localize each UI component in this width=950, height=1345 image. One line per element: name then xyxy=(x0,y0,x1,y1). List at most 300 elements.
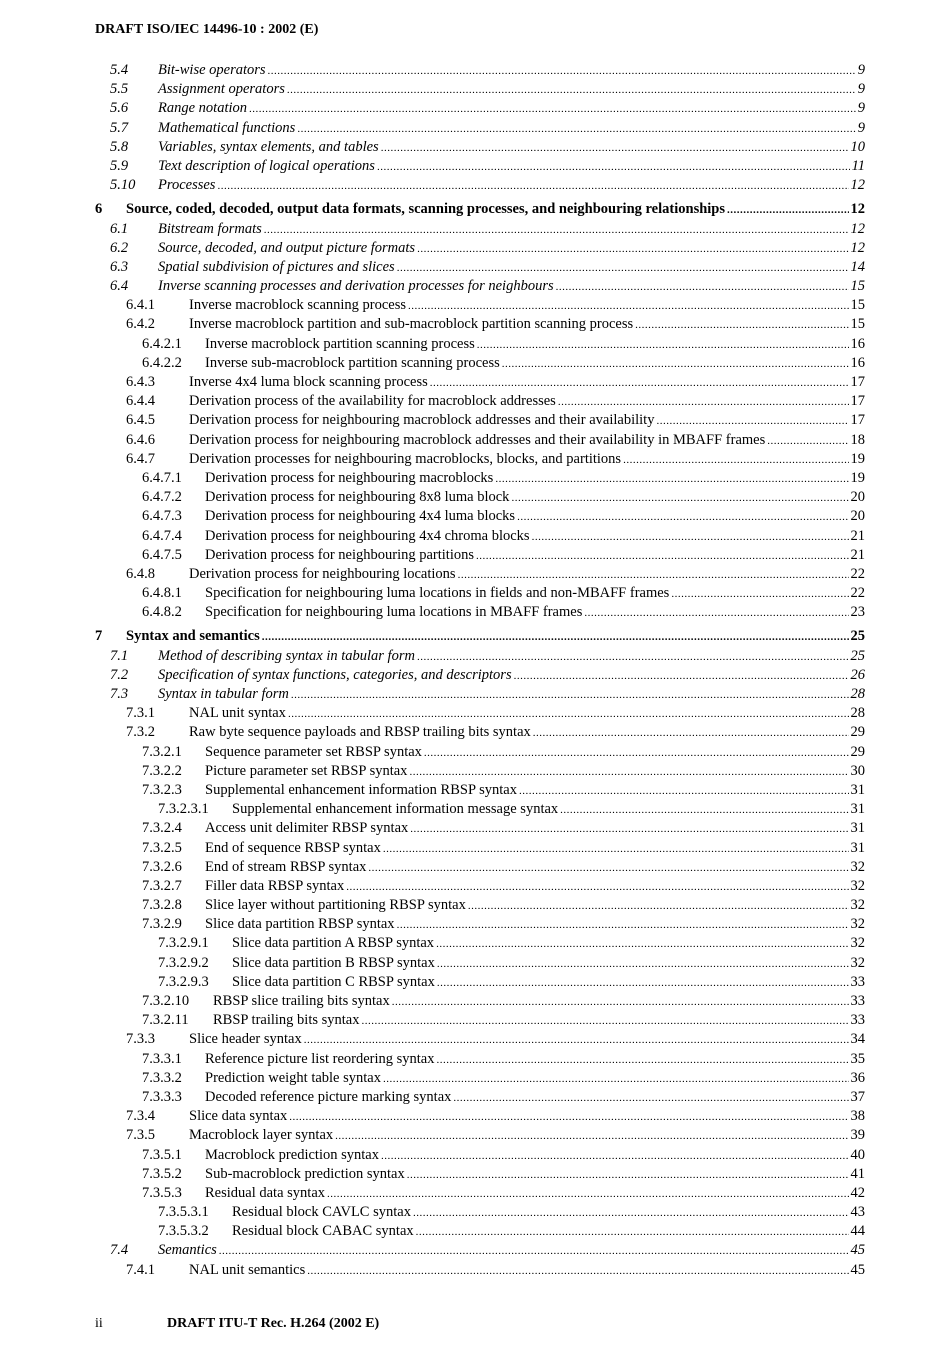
toc-entry[interactable] xyxy=(0,603,950,622)
toc-entry-number: 7.3.2.11 xyxy=(142,1012,189,1029)
toc-entry[interactable] xyxy=(0,61,950,80)
dot-leader xyxy=(477,336,849,355)
toc-entry-title: Text description of logical operations xyxy=(158,157,375,174)
toc-entry[interactable] xyxy=(0,1241,950,1260)
dot-leader xyxy=(262,628,849,647)
toc-entry-page: 22 xyxy=(850,565,865,582)
dot-leader xyxy=(560,801,848,820)
toc-entry-page: 28 xyxy=(850,686,865,702)
toc-entry-number: 5.7 xyxy=(110,119,129,136)
dot-leader xyxy=(532,528,849,547)
dot-leader xyxy=(307,1262,848,1281)
toc-entry-number: 6.4.7.5 xyxy=(142,546,182,563)
toc-entry-page: 32 xyxy=(850,897,865,914)
toc-entry-number: 6.4.7.3 xyxy=(142,508,182,525)
toc-entry[interactable] xyxy=(0,507,950,526)
dot-leader xyxy=(368,859,848,878)
toc-entry-title: End of stream RBSP syntax xyxy=(205,858,367,875)
dot-leader xyxy=(219,1242,849,1261)
toc-entry-title: Assignment operators xyxy=(158,81,285,98)
toc-entry[interactable] xyxy=(0,80,950,99)
toc-entry-title: Inverse macroblock partition and sub-macroblock partition scanning process xyxy=(189,316,634,333)
toc-entry-page: 12 xyxy=(850,239,865,256)
toc-entry-number: 7 xyxy=(95,628,103,645)
toc-entry-page: 43 xyxy=(850,1204,865,1221)
toc-entry-number: 6.3 xyxy=(110,258,129,275)
toc-entry-number: 6.4.7.2 xyxy=(142,489,182,506)
toc-entry[interactable] xyxy=(0,704,950,723)
toc-entry-page: 17 xyxy=(850,374,865,390)
toc-entry-title: Prediction weight table syntax xyxy=(205,1069,381,1086)
toc-entry-title: Syntax in tabular form xyxy=(158,686,289,702)
toc-entry-number: 7.3.2.9.2 xyxy=(158,954,209,971)
toc-entry-title: Variables, syntax elements, and tables xyxy=(158,138,379,155)
toc-entry-page: 12 xyxy=(850,177,865,194)
toc-entry-number: 6.4.8.1 xyxy=(142,585,182,602)
toc-entry-title: Residual block CABAC syntax xyxy=(232,1223,414,1240)
toc-entry-page: 31 xyxy=(850,781,865,798)
toc-entry-page: 16 xyxy=(850,335,865,352)
dot-leader xyxy=(556,278,849,297)
toc-entry[interactable] xyxy=(0,762,950,781)
toc-entry-number: 7.3.5.3.1 xyxy=(158,1204,209,1221)
toc-entry[interactable] xyxy=(0,723,950,742)
toc-entry[interactable] xyxy=(0,1126,950,1145)
dot-leader xyxy=(362,1012,849,1031)
toc-entry-title: Residual block CAVLC syntax xyxy=(232,1204,411,1221)
toc-entry[interactable] xyxy=(0,1050,950,1069)
toc-entry-title: Source, decoded, and output picture formats xyxy=(158,239,416,256)
toc-entry[interactable] xyxy=(0,354,950,373)
toc-entry-title: Bit-wise operators xyxy=(158,62,266,78)
toc-entry[interactable] xyxy=(0,315,950,334)
toc-entry-number: 6.4.6 xyxy=(126,431,155,448)
toc-entry[interactable] xyxy=(0,119,950,138)
toc-entry[interactable] xyxy=(0,527,950,546)
toc-entry[interactable] xyxy=(0,335,950,354)
toc-entry-title: Mathematical functions xyxy=(158,119,296,136)
toc-entry-number: 6.4.8.2 xyxy=(142,604,182,621)
toc-entry-page: 33 xyxy=(850,1012,865,1029)
toc-entry-title: Slice data partition A RBSP syntax xyxy=(232,935,435,952)
toc-entry-title: Slice header syntax xyxy=(189,1031,302,1048)
dot-leader xyxy=(727,201,848,220)
toc-entry-page: 11 xyxy=(851,157,865,174)
toc-entry-number: 5.9 xyxy=(110,157,129,174)
toc-entry-title: Semantics xyxy=(158,1242,217,1259)
toc-entry[interactable] xyxy=(0,584,950,603)
toc-entry[interactable] xyxy=(0,392,950,411)
toc-entry-page: 31 xyxy=(850,839,865,856)
toc-entry-title: Specification for neighbouring luma locations in MBAFF frames xyxy=(205,604,583,621)
toc-entry-page: 29 xyxy=(850,724,865,741)
dot-leader xyxy=(381,139,849,158)
toc-entry-number: 7.3.2.9.3 xyxy=(158,973,209,990)
toc-entry-title: Range notation xyxy=(158,100,248,117)
toc-entry[interactable] xyxy=(0,915,950,934)
dot-leader xyxy=(656,412,848,431)
toc-entry-title: Inverse macroblock scanning process xyxy=(189,297,407,314)
toc-entry[interactable] xyxy=(0,647,950,666)
toc-entry-number: 5.6 xyxy=(110,100,129,117)
toc-entry[interactable] xyxy=(0,488,950,507)
toc-entry-page: 33 xyxy=(850,973,865,990)
dot-leader xyxy=(584,604,848,623)
toc-entry-number: 7.3.2.6 xyxy=(142,858,182,875)
toc-entry[interactable] xyxy=(0,1184,950,1203)
toc-entry-page: 15 xyxy=(850,297,865,314)
dot-leader xyxy=(458,566,849,585)
toc-entry-number: 7.3.2.7 xyxy=(142,877,182,894)
toc-entry-title: Residual data syntax xyxy=(205,1184,326,1201)
toc-entry-number: 6.1 xyxy=(110,220,129,237)
toc-entry-page: 20 xyxy=(850,489,865,506)
toc-entry-page: 34 xyxy=(850,1031,865,1048)
toc-entry[interactable] xyxy=(0,450,950,469)
toc-entry-number: 7.3.2.8 xyxy=(142,897,182,914)
toc-entry[interactable] xyxy=(0,839,950,858)
toc-entry[interactable] xyxy=(0,1146,950,1165)
toc-entry-page: 38 xyxy=(850,1108,865,1125)
dot-leader xyxy=(533,724,849,743)
toc-entry-page: 36 xyxy=(850,1069,865,1086)
toc-entry[interactable] xyxy=(0,992,950,1011)
toc-entry-page: 28 xyxy=(850,705,865,722)
toc-entry-page: 29 xyxy=(850,743,865,760)
toc-entry-page: 35 xyxy=(850,1050,865,1067)
toc-entry-title: End of sequence RBSP syntax xyxy=(205,839,381,856)
toc-entry[interactable] xyxy=(0,743,950,762)
toc-entry-title: Supplemental enhancement information RBSP syntax xyxy=(205,781,517,798)
toc-entry-title: Filler data RBSP syntax xyxy=(205,877,345,894)
dot-leader xyxy=(430,374,849,393)
dot-leader xyxy=(383,840,849,859)
toc-entry[interactable] xyxy=(0,220,950,239)
toc-entry-title: Slice data partition B RBSP syntax xyxy=(232,954,435,971)
toc-entry-number: 6.4.2.1 xyxy=(142,335,182,352)
dot-leader xyxy=(413,1204,849,1223)
toc-entry-number: 7.3.5.3 xyxy=(142,1184,182,1201)
toc-entry-page: 32 xyxy=(850,935,865,952)
toc-entry[interactable] xyxy=(0,954,950,973)
toc-entry-page: 15 xyxy=(850,278,865,295)
toc-entry-number: 7.3.2 xyxy=(126,724,155,741)
dot-leader xyxy=(289,1108,848,1127)
toc-entry-number: 5.5 xyxy=(110,81,129,98)
toc-entry-title: Reference picture list reordering syntax xyxy=(205,1050,435,1067)
toc-entry-page: 22 xyxy=(850,585,865,602)
toc-entry[interactable] xyxy=(0,469,950,488)
toc-entry-number: 6.4.3 xyxy=(126,374,155,390)
toc-entry-number: 7.3.5.2 xyxy=(142,1165,182,1182)
dot-leader xyxy=(558,393,849,412)
toc-entry-title: RBSP trailing bits syntax xyxy=(213,1012,360,1029)
toc-entry-title: Syntax and semantics xyxy=(126,628,260,645)
toc-entry-title: Slice data partition C RBSP syntax xyxy=(232,973,435,990)
toc-entry[interactable] xyxy=(0,1107,950,1126)
toc-entry-number: 7.4 xyxy=(110,1242,129,1259)
toc-entry-title: Inverse 4x4 luma block scanning process xyxy=(189,374,428,390)
toc-entry[interactable] xyxy=(0,800,950,819)
dot-leader xyxy=(217,177,848,196)
toc-entry-number: 7.3 xyxy=(110,686,129,702)
toc-entry-title: Bitstream formats xyxy=(158,220,262,237)
toc-entry-title: Macroblock layer syntax xyxy=(189,1127,334,1144)
dot-leader xyxy=(623,451,848,470)
dot-leader xyxy=(407,1166,849,1185)
toc-entry-page: 10 xyxy=(850,138,865,155)
toc-entry-number: 6.4.4 xyxy=(126,393,155,410)
toc-entry-page: 31 xyxy=(850,820,865,837)
toc-entry[interactable] xyxy=(0,1088,950,1107)
toc-entry[interactable] xyxy=(0,934,950,953)
toc-entry-title: Picture parameter set RBSP syntax xyxy=(205,762,408,779)
dot-leader xyxy=(377,158,850,177)
toc-entry-number: 6.4.8 xyxy=(126,565,155,582)
toc-entry[interactable] xyxy=(0,157,950,176)
toc-entry-page: 37 xyxy=(850,1088,865,1105)
dot-leader xyxy=(249,100,856,119)
toc-entry-title: Derivation process for neighbouring macroblocks xyxy=(205,469,494,486)
dot-leader xyxy=(392,993,849,1012)
toc-entry[interactable] xyxy=(0,546,950,565)
toc-entry[interactable] xyxy=(0,277,950,296)
toc-entry[interactable] xyxy=(0,200,950,219)
dot-leader xyxy=(291,686,849,705)
dot-leader xyxy=(304,1031,849,1050)
toc-entry-number: 7.1 xyxy=(110,647,129,664)
toc-entry-number: 7.3.5.1 xyxy=(142,1146,182,1163)
toc-entry-page: 12 xyxy=(850,220,865,237)
toc-entry-page: 12 xyxy=(850,201,865,218)
toc-entry-title: Sequence parameter set RBSP syntax xyxy=(205,743,422,760)
toc-entry-title: Method of describing syntax in tabular form xyxy=(158,647,415,664)
toc-entry-title: Macroblock prediction syntax xyxy=(205,1146,379,1163)
dot-leader xyxy=(397,916,849,935)
toc-entry-title: Derivation process for neighbouring macroblock addresses and their availability xyxy=(189,412,655,429)
toc-entry[interactable] xyxy=(0,296,950,315)
toc-entry-title: NAL unit syntax xyxy=(189,705,286,722)
toc-entry[interactable] xyxy=(0,565,950,584)
toc-entry[interactable] xyxy=(0,239,950,258)
dot-leader xyxy=(416,1223,849,1242)
toc-entry-title: Derivation process for neighbouring 4x4 chroma blocks xyxy=(205,527,530,544)
toc-entry[interactable] xyxy=(0,781,950,800)
toc-entry-page: 21 xyxy=(850,527,865,544)
toc-entry[interactable] xyxy=(0,1030,950,1049)
toc-entry-title: Derivation process for neighbouring 8x8 luma block xyxy=(205,489,510,506)
toc-entry-number: 6.4.7.4 xyxy=(142,527,182,544)
toc-entry-title: Derivation processes for neighbouring macroblocks, blocks, and partitions xyxy=(189,450,622,467)
toc-entry-page: 21 xyxy=(850,546,865,563)
dot-leader xyxy=(671,585,848,604)
dot-leader xyxy=(383,1070,849,1089)
dot-leader xyxy=(288,705,849,724)
toc-entry[interactable] xyxy=(0,258,950,277)
toc-entry[interactable] xyxy=(0,1203,950,1222)
toc-entry[interactable] xyxy=(0,1069,950,1088)
toc-entry-number: 7.3.2.3.1 xyxy=(158,801,209,818)
dot-leader xyxy=(436,935,848,954)
toc-entry-title: Derivation process for neighbouring partitions xyxy=(205,546,474,563)
toc-entry-number: 7.3.2.5 xyxy=(142,839,182,856)
dot-leader xyxy=(437,955,849,974)
toc-entry-title: Derivation process for neighbouring locations xyxy=(189,565,456,582)
toc-entry-page: 14 xyxy=(850,258,865,275)
toc-entry-page: 32 xyxy=(850,858,865,875)
toc-entry-number: 7.3.2.9.1 xyxy=(158,935,209,952)
toc-entry-page: 25 xyxy=(850,647,865,664)
toc-entry[interactable] xyxy=(0,666,950,685)
toc-entry-title: Raw byte sequence payloads and RBSP trailing bits syntax xyxy=(189,724,531,741)
toc-entry-page: 15 xyxy=(850,316,865,333)
toc-entry-page: 9 xyxy=(857,81,865,98)
dot-leader xyxy=(519,782,849,801)
toc-entry-title: Supplemental enhancement information message syntax xyxy=(232,801,559,818)
toc-entry-page: 26 xyxy=(850,666,865,683)
toc-entry-number: 5.8 xyxy=(110,138,129,155)
dot-leader xyxy=(408,297,848,316)
dot-leader xyxy=(264,221,849,240)
toc-entry-title: Spatial subdivision of pictures and slices xyxy=(158,258,395,275)
toc-entry-page: 32 xyxy=(850,877,865,894)
dot-leader xyxy=(381,1147,849,1166)
toc-entry-number: 7.4.1 xyxy=(126,1261,155,1278)
toc-entry-number: 6.4.1 xyxy=(126,297,155,314)
dot-leader xyxy=(335,1127,848,1146)
toc-entry[interactable] xyxy=(0,411,950,430)
toc-entry-page: 9 xyxy=(857,119,865,136)
toc-entry-page: 39 xyxy=(850,1127,865,1144)
toc-entry-title: Derivation process for neighbouring 4x4 luma blocks xyxy=(205,508,516,525)
toc-entry-page: 42 xyxy=(850,1184,865,1201)
toc-entry[interactable] xyxy=(0,431,950,450)
dot-leader xyxy=(517,508,848,527)
toc-entry-page: 33 xyxy=(850,993,865,1009)
dot-leader xyxy=(502,355,849,374)
toc-entry[interactable] xyxy=(0,877,950,896)
toc-entry-page: 17 xyxy=(850,412,865,429)
toc-entry-title: Specification of syntax functions, categories, and descriptors xyxy=(158,666,512,683)
toc-entry-number: 6.4.7 xyxy=(126,450,155,467)
toc-entry-page: 9 xyxy=(857,100,865,117)
toc-entry[interactable] xyxy=(0,373,950,392)
toc-entry-title: Slice layer without partitioning RBSP syntax xyxy=(205,897,466,914)
toc-entry[interactable] xyxy=(0,896,950,915)
footer-title: DRAFT ITU-T Rec. H.264 (2002 E) xyxy=(167,1316,380,1331)
toc-entry-page: 20 xyxy=(850,508,865,525)
toc-entry[interactable] xyxy=(0,1222,950,1241)
toc-entry[interactable] xyxy=(0,973,950,992)
dot-leader xyxy=(514,667,849,686)
toc-entry-page: 32 xyxy=(850,954,865,971)
toc-entry-number: 7.3.3 xyxy=(126,1031,155,1048)
toc-entry-number: 6.4.2 xyxy=(126,316,155,333)
dot-leader xyxy=(476,547,849,566)
toc-entry-number: 5.10 xyxy=(110,177,136,194)
toc-entry-page: 40 xyxy=(850,1146,865,1163)
toc-entry-number: 6.4.5 xyxy=(126,412,155,429)
dot-leader xyxy=(268,62,856,81)
toc-entry-title: Inverse sub-macroblock partition scanning process xyxy=(205,354,500,371)
toc-entry-page: 41 xyxy=(850,1165,865,1182)
toc-entry-page: 23 xyxy=(850,604,865,621)
toc-entry[interactable] xyxy=(0,1261,950,1280)
footer-page-number: ii xyxy=(95,1316,103,1331)
dot-leader xyxy=(437,1051,849,1070)
toc-entry-number: 7.3.3.3 xyxy=(142,1088,182,1105)
toc-entry-title: Slice data partition RBSP syntax xyxy=(205,916,395,933)
toc-entry-number: 7.3.4 xyxy=(126,1108,155,1125)
toc-entry-page: 25 xyxy=(850,628,865,645)
toc-entry[interactable] xyxy=(0,858,950,877)
toc-entry-title: Decoded reference picture marking syntax xyxy=(205,1088,452,1105)
toc-entry-number: 7.3.2.3 xyxy=(142,781,182,798)
dot-leader xyxy=(297,120,855,139)
toc-entry[interactable] xyxy=(0,1011,950,1030)
toc-entry-number: 7.3.3.2 xyxy=(142,1069,182,1086)
toc-entry-number: 7.3.2.4 xyxy=(142,820,182,837)
toc-entry[interactable] xyxy=(0,1165,950,1184)
dot-leader xyxy=(767,432,848,451)
toc-entry-page: 19 xyxy=(850,450,865,467)
toc-entry-title: Sub-macroblock prediction syntax xyxy=(205,1165,405,1182)
toc-entry[interactable] xyxy=(0,138,950,157)
dot-leader xyxy=(397,259,849,278)
toc-entry-number: 7.3.2.10 xyxy=(142,993,190,1009)
dot-leader xyxy=(635,316,848,335)
toc-entry-number: 6.4 xyxy=(110,278,129,295)
toc-entry-number: 7.3.5 xyxy=(126,1127,155,1144)
toc-entry-title: Slice data syntax xyxy=(189,1108,288,1125)
toc-entry-page: 19 xyxy=(850,469,865,486)
toc-entry-number: 7.3.2.9 xyxy=(142,916,182,933)
toc-entry-page: 9 xyxy=(857,62,865,78)
toc-entry-title: Processes xyxy=(158,177,216,194)
toc-entry[interactable] xyxy=(0,99,950,118)
toc-entry-number: 6.4.2.2 xyxy=(142,354,182,371)
dot-leader xyxy=(417,648,849,667)
toc-entry-title: NAL unit semantics xyxy=(189,1261,306,1278)
dot-leader xyxy=(453,1089,848,1108)
toc-entry-number: 5.4 xyxy=(110,62,129,78)
toc-entry-page: 31 xyxy=(850,801,865,818)
toc-entry[interactable] xyxy=(0,176,950,195)
dot-leader xyxy=(287,81,856,100)
dot-leader xyxy=(327,1185,848,1204)
toc-entry-page: 30 xyxy=(850,762,865,779)
dot-leader xyxy=(409,763,848,782)
toc-entry-number: 6.4.7.1 xyxy=(142,469,182,486)
toc-entry-title: Inverse macroblock partition scanning process xyxy=(205,335,475,352)
toc-entry-page: 17 xyxy=(850,393,865,410)
toc-entry-page: 45 xyxy=(850,1261,865,1278)
toc-entry-number: 7.3.3.1 xyxy=(142,1050,182,1067)
toc-entry-title: Access unit delimiter RBSP syntax xyxy=(205,820,409,837)
toc-entry-number: 7.3.1 xyxy=(126,705,155,722)
dot-leader xyxy=(417,240,848,259)
toc-entry[interactable] xyxy=(0,819,950,838)
toc-entry[interactable] xyxy=(0,627,950,646)
dot-leader xyxy=(424,744,849,763)
toc-entry-number: 6.2 xyxy=(110,239,129,256)
dot-leader xyxy=(495,470,848,489)
toc-entry[interactable] xyxy=(0,685,950,704)
toc-entry-page: 16 xyxy=(850,354,865,371)
dot-leader xyxy=(468,897,849,916)
toc-entry-title: Source, coded, decoded, output data formats, scanning processes, and neighbouring relationships xyxy=(126,201,726,218)
toc-entry-page: 18 xyxy=(850,431,865,448)
